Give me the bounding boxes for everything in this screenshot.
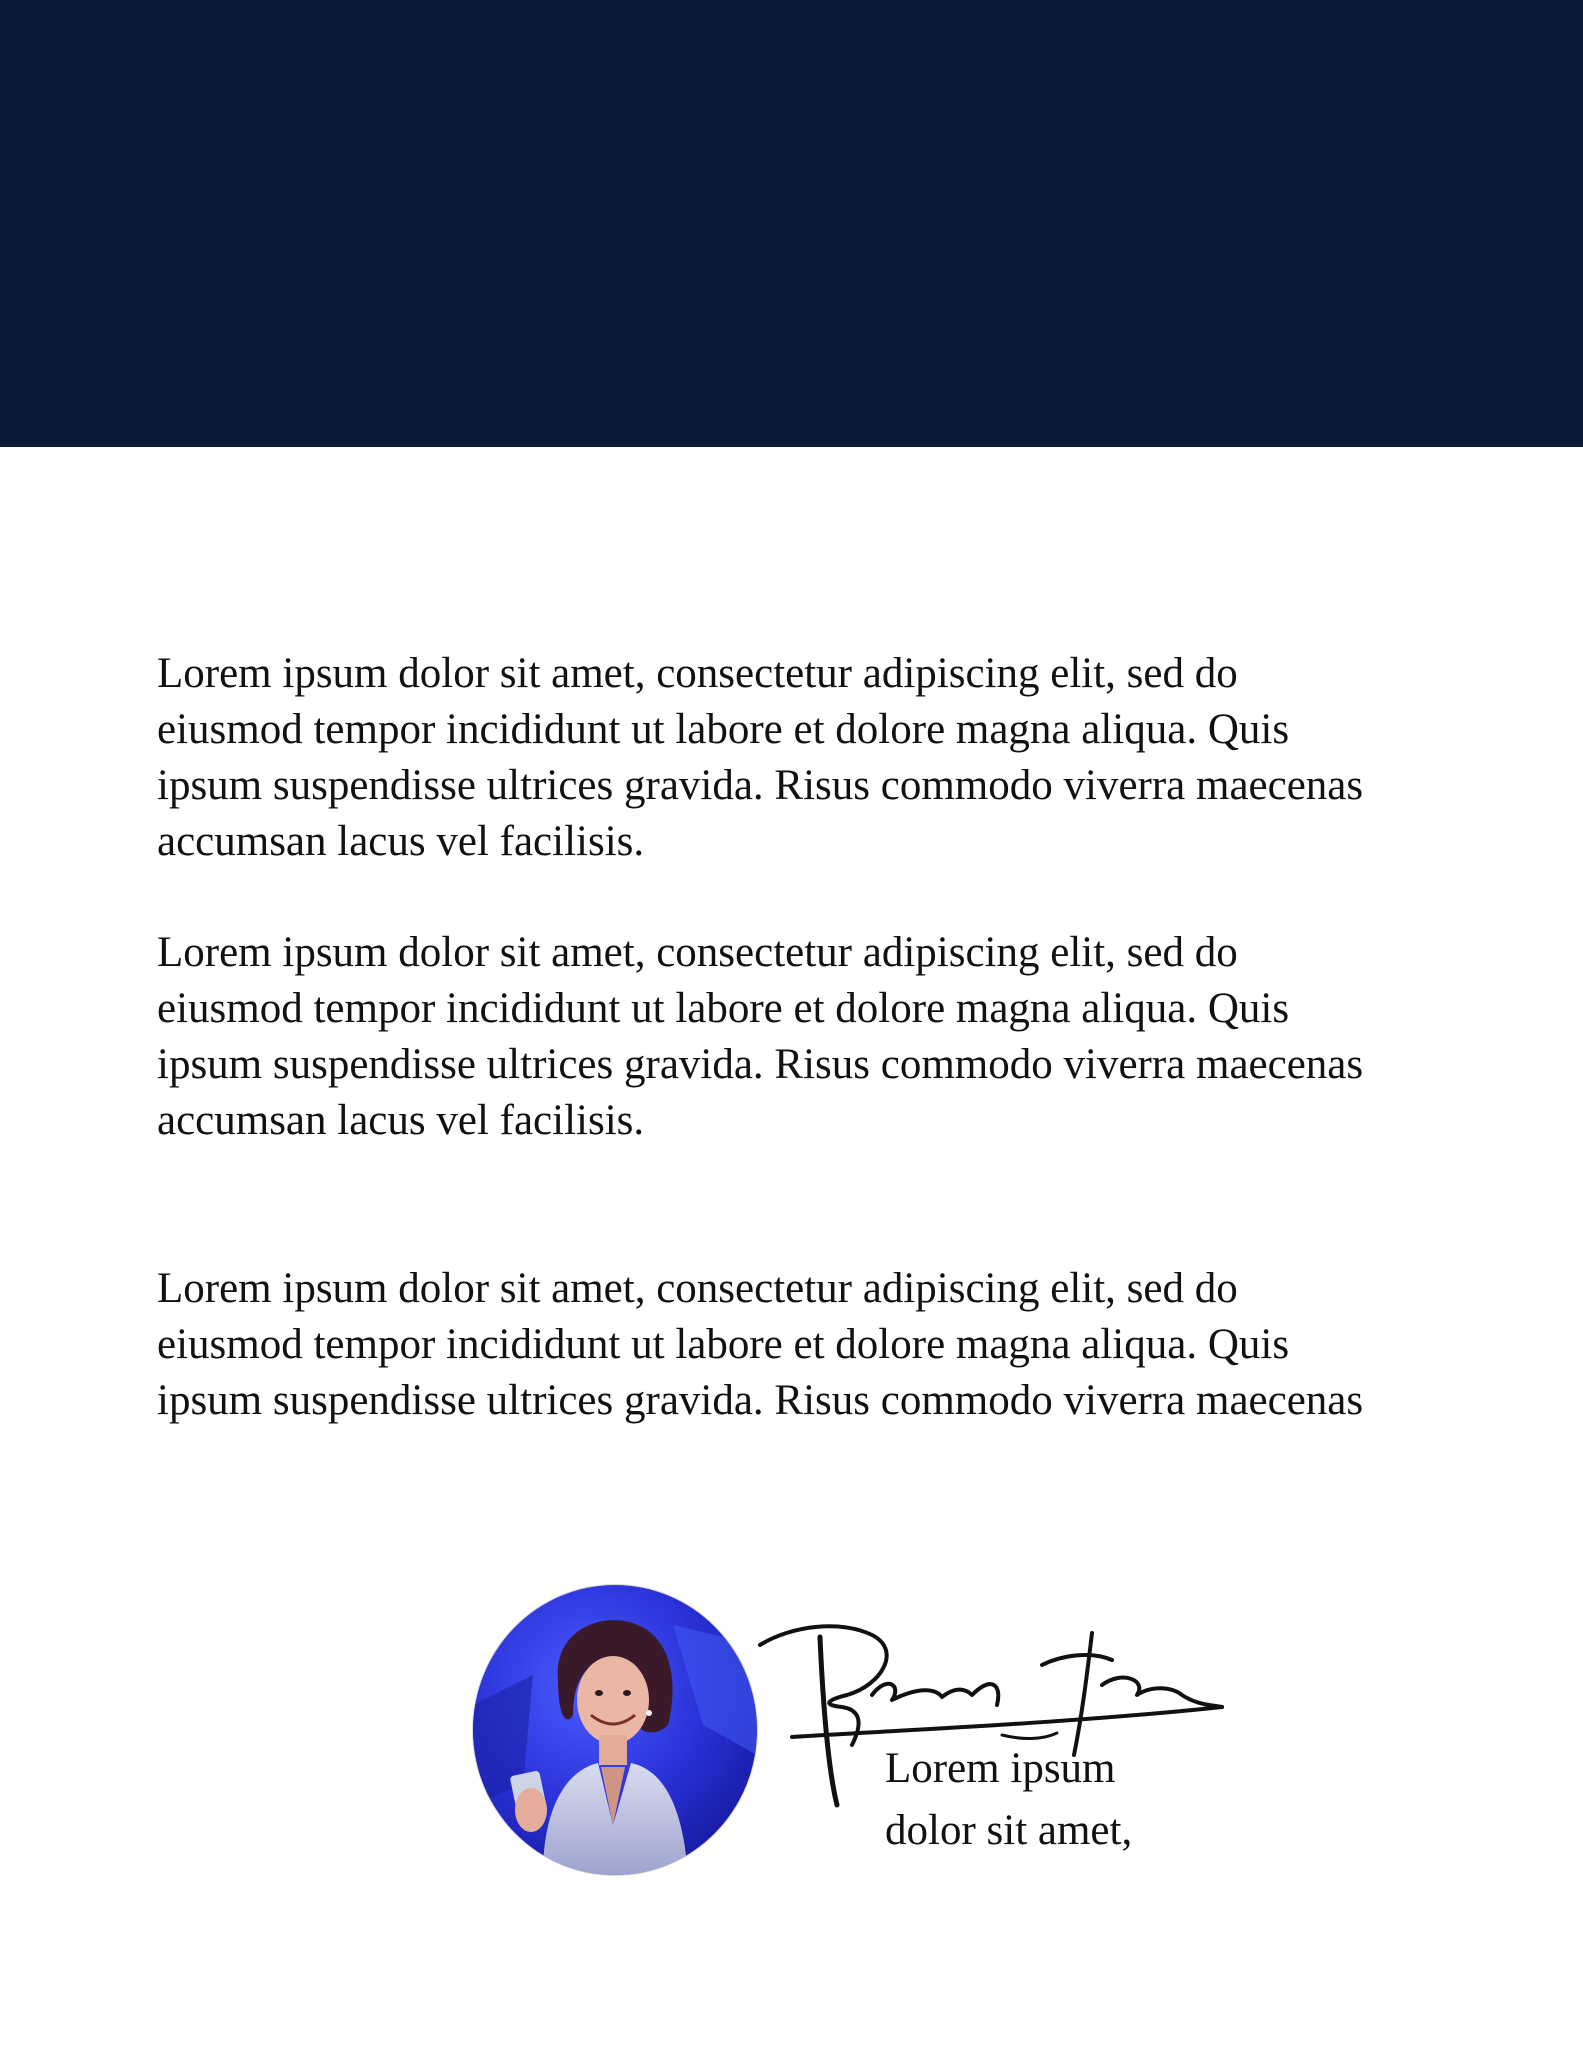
body-paragraph-1: Lorem ipsum dolor sit amet, consectetur adipiscing elit, sed do eiusmod tempor incididunt ut labore et dolore magna aliqua. Quis ipsum suspendisse ultrices gravida. Risus commodo viverra maecenas accumsan lacus vel facilisis.	[157, 650, 1364, 865]
body-paragraph-2: Lorem ipsum dolor sit amet, consectetur adipiscing elit, sed do eiusmod tempor incididunt ut labore et dolore magna aliqua. Quis ipsum suspendisse ultrices gravida. Risus commodo viverra maecenas accumsan lacus vel facilisis.	[157, 929, 1364, 1144]
portrait-photo-icon	[473, 1585, 757, 1875]
body-paragraph-3: Lorem ipsum dolor sit amet, consectetur adipiscing elit, sed do eiusmod tempor incididunt ut labore et dolore magna aliqua. Quis ipsum suspendisse ultrices gravida. Risus commodo viverra maecenas	[157, 1265, 1364, 1424]
author-photo	[473, 1585, 757, 1875]
header-band	[0, 0, 1583, 447]
signature-caption: Lorem ipsum dolor sit amet,	[885, 1745, 1133, 1854]
